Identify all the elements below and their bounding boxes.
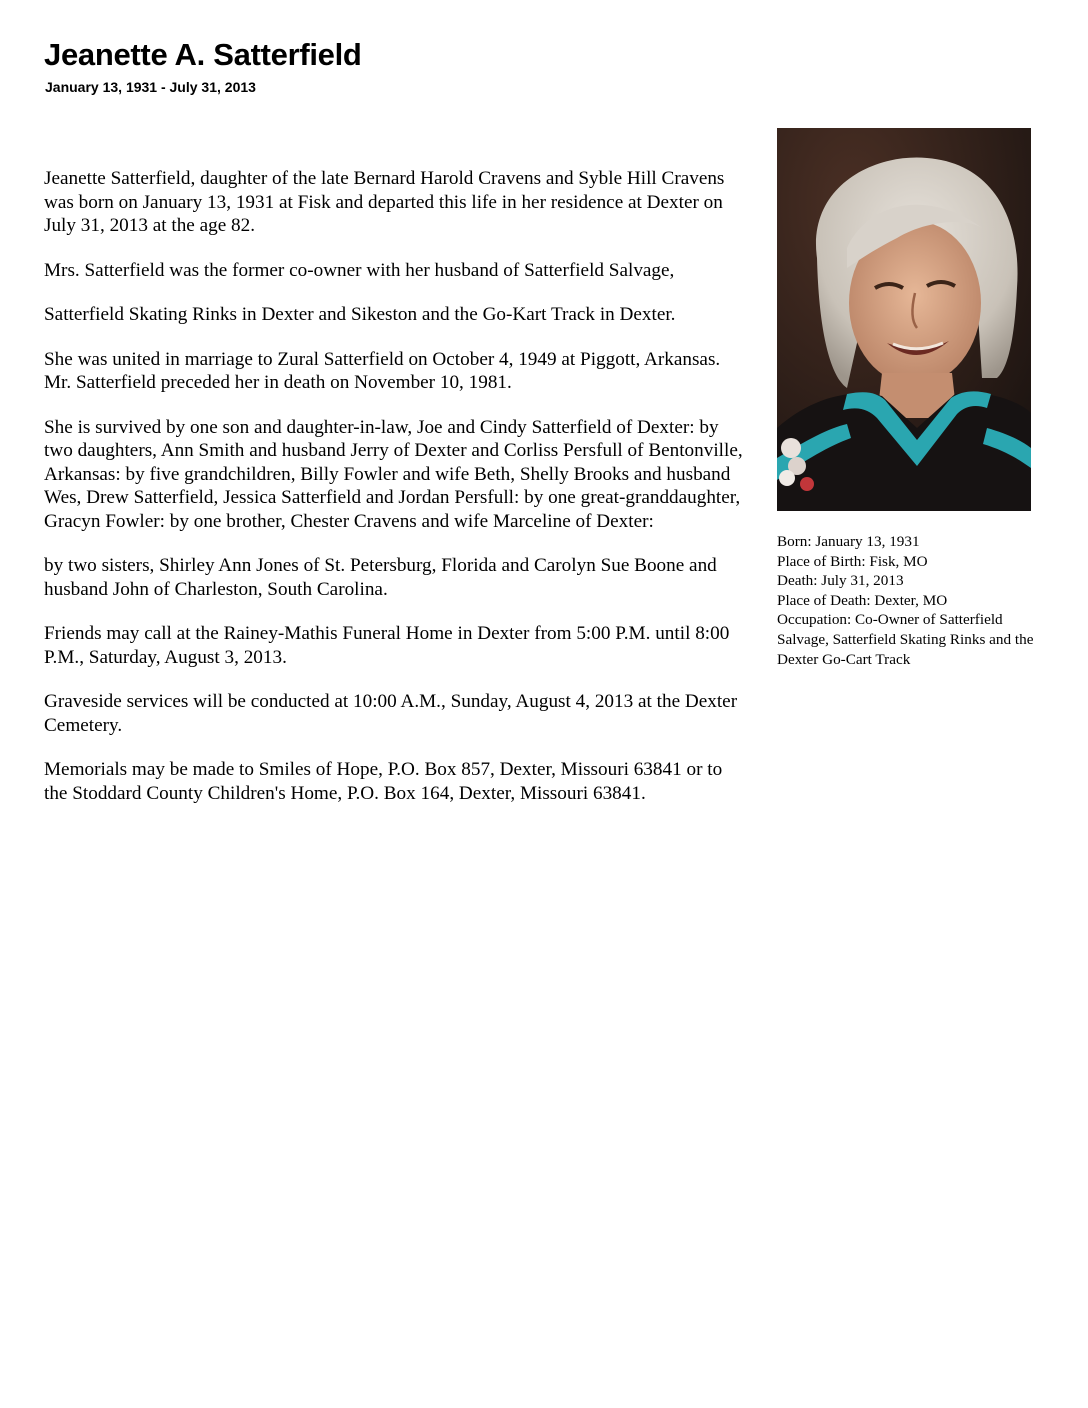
obituary-paragraph: Jeanette Satterfield, daughter of the late Bernard Harold Cravens and Syble Hill Cravens was born on January 13, 1931 at Fisk and departed this life in her residence at Dexter on July 31, 2013 at the age 82. [44,168,725,236]
fact-place-of-birth: Place of Birth: Fisk, MO [777,552,928,570]
obituary-paragraph: Graveside services will be conducted at 10:00 A.M., Sunday, August 4, 2013 at the Dexter Cemetery. [44,691,738,736]
fact-death: Death: July 31, 2013 [777,572,904,590]
fact-occupation: Occupation: Co-Owner of Satterfield Salvage, Satterfield Skating Rinks and the Dexter Go-Cart Track [777,611,1034,668]
portrait-photo [777,128,1031,511]
vital-facts [777,532,1049,669]
obituary-paragraph: Satterfield Skating Rinks in Dexter and Sikeston and the Go-Kart Track in Dexter. [44,304,676,325]
obituary-paragraph: She was united in marriage to Zural Satterfield on October 4, 1949 at Piggott, Arkansas. Mr. Satterfield preceded her in death on November 10, 1981. [44,348,721,393]
fact-born: Born: January 13, 1931 [777,533,920,550]
page-title: Jeanette A. Satterfield [44,37,362,72]
obituary-paragraph: Friends may call at the Rainey-Mathis Funeral Home in Dexter from 5:00 P.M. until 8:00 P.M., Saturday, August 3, 2013. [44,623,730,668]
fact-place-of-death: Place of Death: Dexter, MO [777,591,948,609]
obituary-body [44,167,744,826]
obituary-paragraph: by two sisters, Shirley Ann Jones of St. Petersburg, Florida and Carolyn Sue Boone and husband John of Charleston, South Carolina. [44,555,717,600]
obituary-paragraph: Mrs. Satterfield was the former co-owner with her husband of Satterfield Salvage, [44,259,675,281]
obituary-paragraph: Memorials may be made to Smiles of Hope, P.O. Box 857, Dexter, Missouri 63841 or to the Stoddard County Children's Home, P.O. Box 164, Dexter, Missouri 63841. [44,759,723,804]
obituary-paragraph: She is survived by one son and daughter-in-law, Joe and Cindy Satterfield of Dexter: by two daughters, Ann Smith and husband Jerry of Dexter and Corliss Persfull of Bentonville, Arkansas: by five grandchildren, Billy Fowler and wife Beth, Shelly Brooks and husband Wes, Drew Satterfield, Jessica Satterfield and Jordan Persfull: by one great-granddaughter, Gracyn Fowler: by one brother, Chester Cravens and wife Marceline of Dexter: [44,416,743,532]
life-dates: January 13, 1931 - July 31, 2013 [45,79,256,95]
